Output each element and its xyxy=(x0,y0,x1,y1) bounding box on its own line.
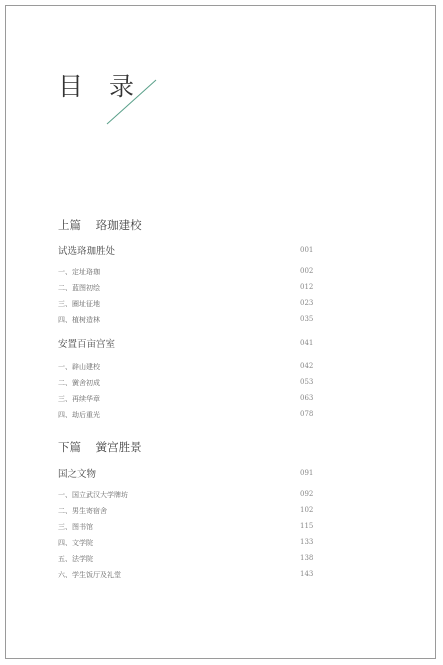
part-label: 下篇 xyxy=(58,440,81,454)
entry-page-number: 138 xyxy=(300,554,314,562)
toc-entry[interactable]: 四、劫后重光 xyxy=(58,411,100,419)
part-heading-2 xyxy=(58,439,142,455)
toc-entry[interactable]: 一、辟山建校 xyxy=(58,363,100,371)
entry-page-number: 133 xyxy=(300,538,314,546)
part-name: 黉宫胜景 xyxy=(95,440,142,454)
part-label: 上篇 xyxy=(58,218,81,232)
section-heading-3[interactable]: 国之文物 xyxy=(58,469,97,480)
entry-page-number: 053 xyxy=(300,378,314,386)
toc-entry[interactable]: 三、圈址征地 xyxy=(58,300,100,308)
title-char-1: 目 xyxy=(58,72,84,101)
part-heading-1 xyxy=(58,217,142,233)
title-char-2: 录 xyxy=(109,72,135,101)
toc-entry[interactable]: 四、文学院 xyxy=(58,539,93,547)
entry-page-number: 102 xyxy=(300,506,314,514)
toc-entry[interactable]: 二、男生寄宿舍 xyxy=(58,507,107,515)
toc-entry[interactable]: 二、蓝图初绘 xyxy=(58,284,100,292)
section-heading-2[interactable]: 安置百亩宫室 xyxy=(58,339,116,350)
toc-entry[interactable]: 五、法学院 xyxy=(58,555,93,563)
decorative-slash xyxy=(104,79,158,125)
entry-page-number: 012 xyxy=(300,283,314,291)
entry-page-number: 035 xyxy=(300,315,314,323)
toc-entry[interactable]: 二、黉舍初成 xyxy=(58,379,100,387)
section-heading-1[interactable]: 试选珞珈胜处 xyxy=(58,246,116,257)
toc-entry[interactable]: 四、植树造林 xyxy=(58,316,100,324)
entry-page-number: 078 xyxy=(300,410,314,418)
section-page-number: 041 xyxy=(300,339,314,347)
entry-page-number: 063 xyxy=(300,394,314,402)
entry-page-number: 002 xyxy=(300,267,314,275)
toc-entry[interactable]: 六、学生饭厅及礼堂 xyxy=(58,571,121,579)
toc-entry[interactable]: 一、定址珞珈 xyxy=(58,268,100,276)
entry-page-number: 023 xyxy=(300,299,314,307)
section-page-number: 091 xyxy=(300,469,314,477)
entry-page-number: 143 xyxy=(300,570,314,578)
toc-entry[interactable]: 三、图书馆 xyxy=(58,523,93,531)
entry-page-number: 092 xyxy=(300,490,314,498)
toc-entry[interactable]: 三、再续华章 xyxy=(58,395,100,403)
toc-entry[interactable]: 一、国立武汉大学牌坊 xyxy=(58,491,128,499)
section-page-number: 001 xyxy=(300,246,314,254)
part-name: 珞珈建校 xyxy=(95,218,142,232)
entry-page-number: 042 xyxy=(300,362,314,370)
entry-page-number: 115 xyxy=(300,522,314,530)
